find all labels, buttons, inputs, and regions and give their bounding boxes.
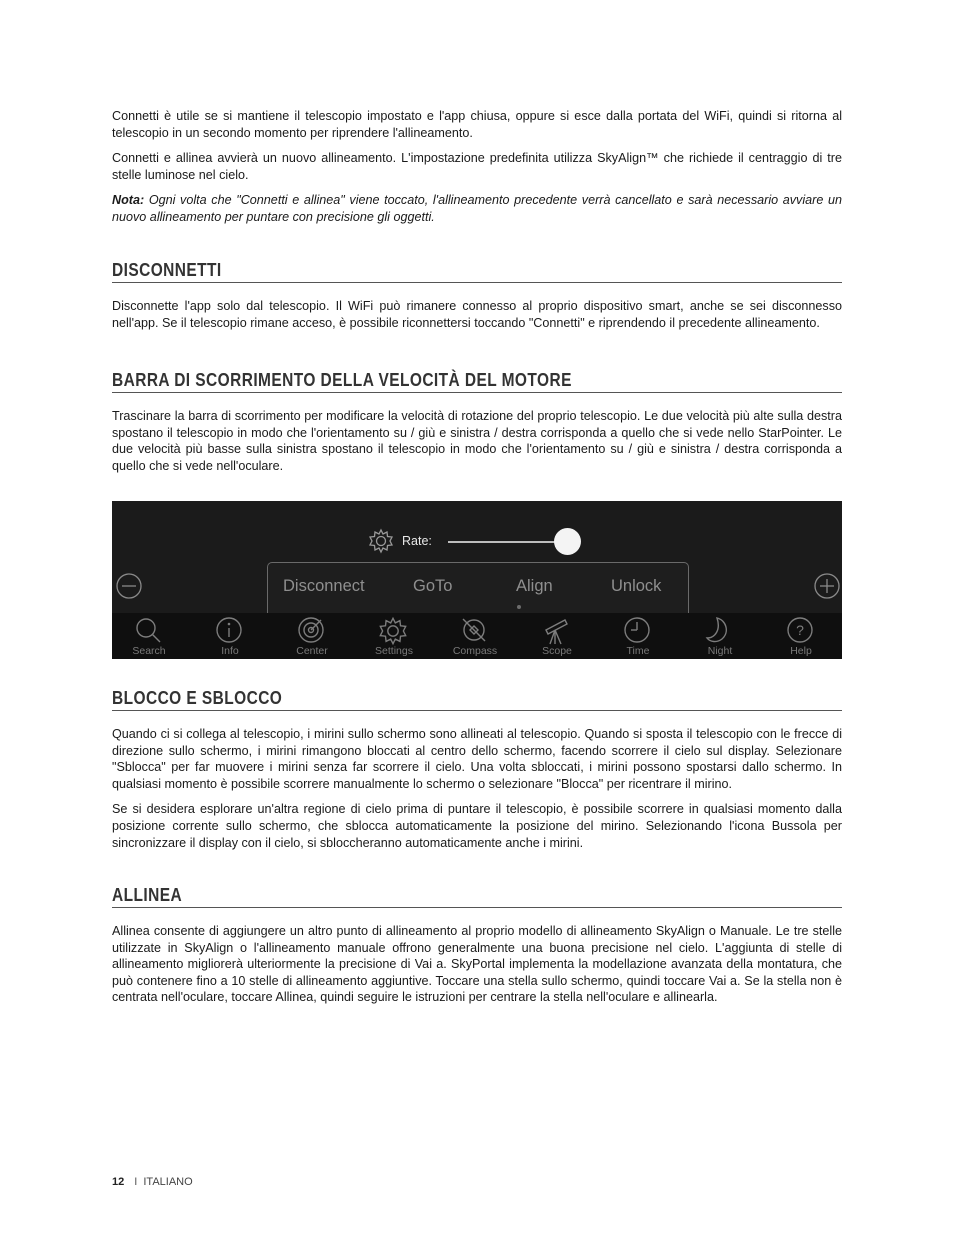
section-blocco xyxy=(112,688,842,860)
zoom-in-icon[interactable] xyxy=(814,573,840,599)
bottom-toolbar xyxy=(112,613,842,659)
toolbar-label: Scope xyxy=(542,645,572,657)
toolbar-label: Time xyxy=(626,645,650,657)
toolbar-time[interactable] xyxy=(598,613,678,659)
section-paragraph: Se si desidera esplorare un'altra regione di cielo prima di puntare il telescopio, è possibile scorrere in qualsiasi momento dalla posizione corrente sullo schermo, che sblocca automaticamente la posizione del mirino. Selezionando l'icona Bussola per sincronizzare il display con il cielo, si sbloccheranno automaticamente anche i mirini. xyxy=(112,802,842,850)
page-body xyxy=(112,108,842,235)
info-icon xyxy=(214,616,244,646)
clock-icon xyxy=(622,616,652,646)
toolbar-label: Search xyxy=(132,645,166,657)
toolbar-center[interactable] xyxy=(272,613,352,659)
intro-paragraph: Connetti e allinea avvierà un nuovo allineamento. L'impostazione predefinita utilizza SkyAlign™ che richiede il centraggio di tre stelle luminose nel cielo. xyxy=(112,151,842,182)
unlock-button[interactable]: Unlock xyxy=(611,577,662,595)
svg-text:?: ? xyxy=(796,622,804,638)
toolbar-label: Info xyxy=(221,645,239,657)
toolbar-night[interactable] xyxy=(680,613,760,659)
rate-label: Rate: xyxy=(402,534,432,548)
compass-icon xyxy=(459,616,489,646)
section-heading: DISCONNETTI xyxy=(112,260,222,280)
disconnect-button[interactable]: Disconnect xyxy=(283,577,365,595)
align-button[interactable]: Align xyxy=(516,577,553,595)
section-allinea xyxy=(112,885,842,1015)
toolbar-search[interactable] xyxy=(112,613,189,659)
gear-icon xyxy=(378,616,408,646)
toolbar-label: Help xyxy=(790,645,812,657)
goto-button[interactable]: GoTo xyxy=(413,577,453,595)
gear-icon[interactable] xyxy=(368,528,394,554)
section-heading-rule xyxy=(112,260,842,283)
page-indicator-dot xyxy=(517,605,521,609)
toolbar-scope[interactable] xyxy=(517,613,597,659)
target-icon xyxy=(296,616,326,646)
section-heading: BARRA DI SCORRIMENTO DELLA VELOCITÀ DEL MOTORE xyxy=(112,370,572,390)
section-paragraph: Trascinare la barra di scorrimento per modificare la velocità di rotazione del proprio telescopio. Le due velocità più alte sulla destra spostano il telescopio in modo che l'orientamento su / giù e sinistra / destra corrisponda a quello che si vede nello StarPointer. Le due velocità più basse sulla sinistra spostano il telescopio in modo che l'orientamento su / giù e sinistra / destra corrisponda a quello che si vede nell'oculare. xyxy=(112,409,842,473)
note-text: Ogni volta che "Connetti e allinea" viene toccato, l'allineamento precedente verrà cancellato e sarà necessario avviare un nuovo allineamento per puntare con precisione gli oggetti. xyxy=(112,193,842,224)
toolbar-help[interactable] xyxy=(761,613,841,659)
telescope-control-panel xyxy=(267,562,689,615)
note-paragraph xyxy=(112,192,842,225)
toolbar-info[interactable] xyxy=(190,613,270,659)
section-barra xyxy=(112,370,842,483)
toolbar-label: Settings xyxy=(375,645,413,657)
telescope-icon xyxy=(541,616,571,646)
section-heading-rule xyxy=(112,885,842,908)
toolbar-settings[interactable] xyxy=(354,613,434,659)
help-icon xyxy=(785,616,815,646)
page-footer xyxy=(112,1176,193,1188)
section-paragraph: Quando ci si collega al telescopio, i mirini sullo schermo sono allineati al telescopio. Quando si sposta il telescopio con le frecce di direzione sullo schermo, i mirini rimangono bloccati al centro dello schermo, facendo scorrere il cielo sul display. Selezionare "Sblocca" per far muovere i mirini senza far scorrere il cielo. Una volta sbloccati, i mirini possono spostarsi dallo schermo. In qualsiasi momento è possibile scorrere manualmente lo schermo o selezionare "Blocca" per ricentrare il mirino. xyxy=(112,727,842,791)
toolbar-label: Center xyxy=(296,645,328,657)
section-paragraph: Disconnette l'app solo dal telescopio. Il WiFi può rimanere connesso al proprio dispositivo smart, anche se sei disconnesso nell'app. Se il telescopio rimane acceso, è possibile riconnettersi toccando "Connetti" e riprendendo il precedente allineamento. xyxy=(112,299,842,330)
section-disconnetti xyxy=(112,260,842,340)
footer-separator: I xyxy=(134,1176,138,1188)
intro-paragraph: Connetti è utile se si mantiene il telescopio impostato e l'app chiusa, oppure si esce dalla portata del WiFi, quindi si ritorna al telescopio in un secondo momento per riprendere l'allineamento. xyxy=(112,109,842,140)
toolbar-compass[interactable] xyxy=(435,613,515,659)
footer-language: ITALIANO xyxy=(143,1176,193,1188)
toolbar-label: Compass xyxy=(452,645,498,657)
section-heading: ALLINEA xyxy=(112,885,183,905)
search-icon xyxy=(133,616,163,646)
app-screenshot xyxy=(112,501,842,659)
toolbar-label: Night xyxy=(707,645,733,657)
rate-control xyxy=(368,528,432,554)
moon-icon xyxy=(704,616,734,646)
section-heading-rule xyxy=(112,688,842,711)
note-lead: Nota: xyxy=(112,193,145,208)
section-heading-rule xyxy=(112,370,842,393)
rate-slider-track[interactable] xyxy=(448,541,558,543)
section-heading: BLOCCO E SBLOCCO xyxy=(112,688,283,708)
section-paragraph: Allinea consente di aggiungere un altro punto di allineamento al proprio modello di allineamento SkyAlign o Manuale. Le tre stelle utilizzate in SkyAlign o l'allineamento manuale offrono generalmente una buona precisione nel cielo. L'aggiunta di stelle di allineamento migliorerà ulteriormente la precisione di Vai a. SkyPortal implementa la modellazione avanzata della montatura, che può contenere fino a 10 stelle di allineamento aggiuntive. Toccare una stella sullo schermo, quindi toccare Vai a. Se la stella non è centrata nell'oculare, toccare Allinea, quindi seguire le istruzioni per centrare la stella nell'oculare e allinearla. xyxy=(112,924,842,1005)
zoom-out-icon[interactable] xyxy=(116,573,142,599)
rate-slider-knob[interactable] xyxy=(554,528,581,555)
page-number: 12 xyxy=(112,1176,125,1188)
